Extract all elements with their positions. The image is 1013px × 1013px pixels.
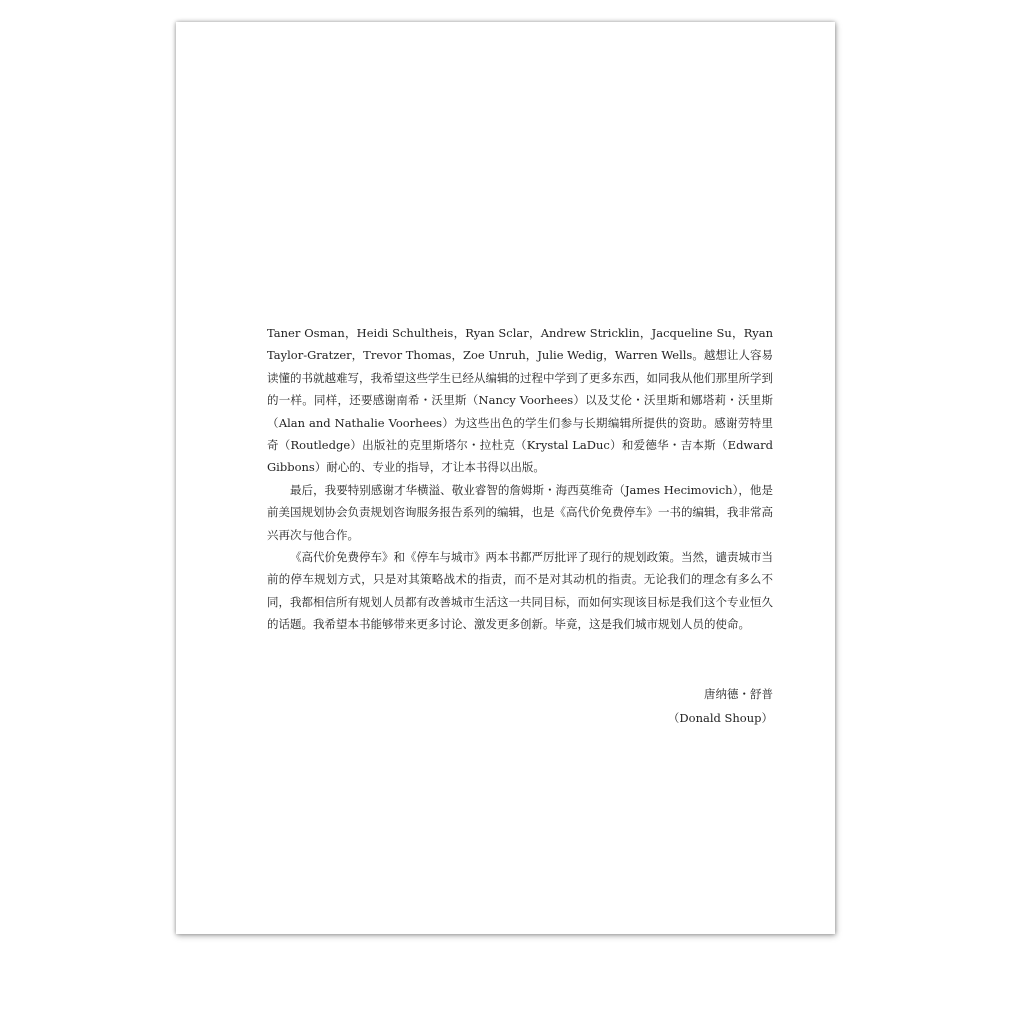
signature-name-en: （Donald Shoup） (667, 711, 773, 725)
paragraph-acknowledgements: Taner Osman，Heidi Schultheis，Ryan Sclar，Andrew Stricklin，Jacqueline Su，Ryan Taylor-Gratzer，Trevor Thomas，Zoe Unruh，Julie Wedig，Warren Wells。越想让人容易读懂的书就越难写，我希望这些学生已经从编辑的过程中学到了更多东西，如同我从他们那里所学到的一样。同样，还要感谢南希・沃里斯（Nancy Voorhees）以及艾伦・沃里斯和娜塔莉・沃里斯（Alan and Nathalie Voorhees）为这些出色的学生们参与长期编辑所提供的资助。感谢劳特里奇（Routledge）出版社的克里斯塔尔・拉杜克（Krystal LaDuc）和爱德华・吉本斯（Edward Gibbons）耐心的、专业的指导，才让本书得以出版。 (267, 326, 773, 475)
body-text (267, 322, 773, 636)
document-page (176, 22, 835, 934)
signature-name-cn: 唐纳德・舒普 (704, 687, 773, 701)
paragraph-closing: 《高代价免费停车》和《停车与城市》两本书都严厉批评了现行的规划政策。当然，谴责城市当前的停车规划方式，只是对其策略战术的指责，而不是对其动机的指责。无论我们的理念有多么不同，我都相信所有规划人员都有改善城市生活这一共同目标，而如何实现该目标是我们这个专业恒久的话题。我希望本书能够带来更多讨论、激发更多创新。毕竟，这是我们城市规划人员的使命。 (267, 550, 773, 632)
signature (668, 682, 773, 730)
paragraph-thanks-editor: 最后，我要特别感谢才华横溢、敬业睿智的詹姆斯・海西莫维奇（James Hecimovich），他是前美国规划协会负责规划咨询服务报告系列的编辑，也是《高代价免费停车》一书的编辑，我非常高兴再次与他合作。 (267, 482, 773, 542)
